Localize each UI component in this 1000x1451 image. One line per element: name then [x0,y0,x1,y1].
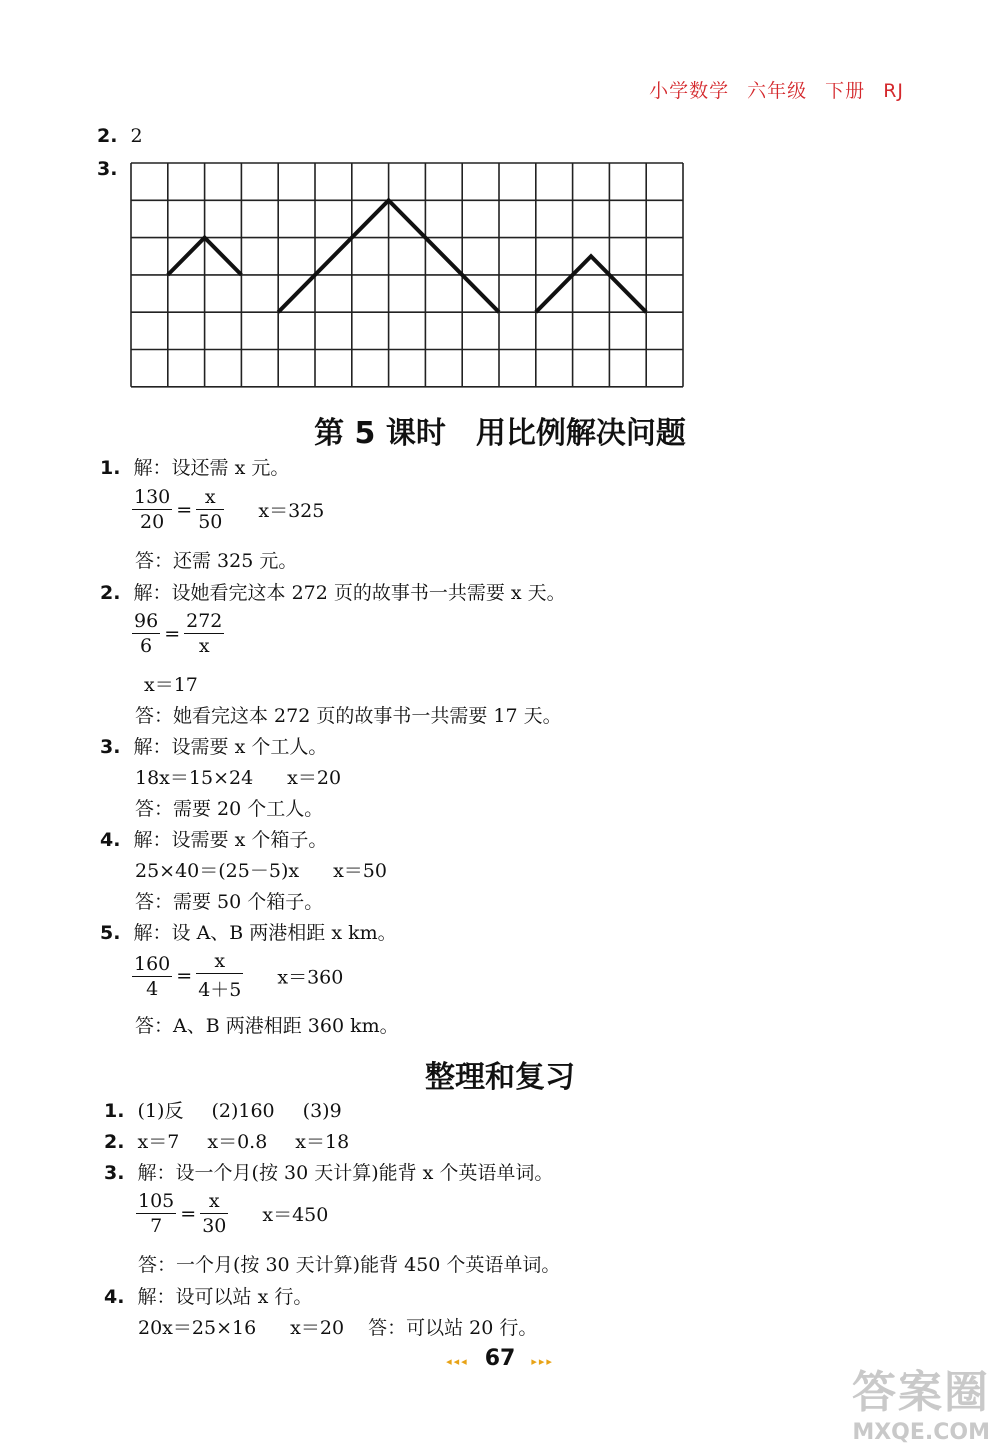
question-number: 3. [100,736,121,758]
s2-q3-setup [104,1158,553,1185]
watermark-logo: 答案圈 [852,1367,990,1418]
numerator: 272 [186,610,223,632]
s1-q2-answer: 答：她看完这本 272 页的故事书一共需要 17 天。 [135,705,562,727]
s1-q5-equation [132,950,343,1002]
watermark-url: MXQE.COM [852,1420,990,1445]
solution-text: x＝450 [262,1204,329,1226]
s2-q3-answer: 答：一个月(按 30 天计算)能背 450 个英语单词。 [138,1254,561,1276]
numerator: x [196,486,224,510]
s1-q4-answer: 答：需要 50 个箱子。 [135,891,324,913]
question-number: 3. [104,1162,125,1184]
equals-sign: = [164,622,181,645]
question-number: 2. [97,125,118,147]
s2-q1 [104,1096,342,1123]
answer-part-3: (3)9 [302,1100,342,1122]
question-number: 4. [100,829,121,851]
denominator: 6 [140,635,153,657]
triangle-3 [536,256,646,312]
s1-q3-answer: 答：需要 20 个工人。 [135,798,324,820]
setup-text: 解：设需要 x 个箱子。 [133,829,328,851]
s1-q4-equation [135,856,387,883]
s1-q2-solution: x＝17 [144,674,198,696]
question-number: 2. [104,1131,125,1153]
equals-sign: = [176,498,193,521]
equation-text: 20x＝25×16 [138,1317,257,1339]
page-header [631,76,904,103]
answer-part-1: x＝7 [137,1131,180,1153]
denominator: 4 [146,977,159,1000]
section-title-part-a: 第 5 课时 [314,416,446,451]
grid-figure [130,162,686,388]
question-number: 3. [97,158,118,180]
setup-text: 解：设可以站 x 行。 [137,1286,313,1308]
solution-text: x＝325 [258,500,325,522]
header-edition: RJ [883,80,904,102]
question-number: 1. [100,457,121,479]
fraction [132,486,172,533]
numerator: 130 [134,486,171,508]
question-number: 1. [104,1100,125,1122]
s1-q3-equation [135,763,341,790]
solution-text: x＝20 [287,767,342,789]
top-q2 [97,125,143,147]
setup-text: 解：设需要 x 个工人。 [133,736,328,758]
s2-q2 [104,1127,349,1154]
s2-q4-equation [138,1313,537,1340]
header-grade: 六年级 [747,80,808,102]
answer-part-2: (2)160 [211,1100,275,1122]
answer-part-1: (1)反 [137,1100,184,1122]
s1-q1-answer: 答：还需 325 元。 [135,550,298,572]
answer-part-3: x＝18 [295,1131,350,1153]
setup-text: 解：设还需 x 元。 [133,457,290,479]
denominator: x [198,635,210,657]
s1-q3-setup [100,732,327,759]
s1-q1-equation [132,486,324,533]
numerator: x [196,950,243,974]
equals-sign: = [176,965,193,987]
prev-arrows-icon: ◂◂◂ [446,1355,469,1368]
header-volume: 下册 [825,80,866,102]
equation-text: 18x＝15×24 [135,767,254,789]
s2-q4-setup [104,1282,312,1309]
s1-q5-answer: 答：A、B 两港相距 360 km。 [135,1015,399,1037]
equals-sign: = [180,1202,197,1225]
numerator: x [200,1190,228,1214]
s1-q5-setup [100,918,397,945]
solution-text: x＝360 [277,966,344,989]
denominator: 30 [202,1215,227,1237]
question-number: 2. [100,582,121,604]
setup-text: 解：设 A、B 两港相距 x km。 [133,922,397,944]
s1-q2-equation [132,610,224,657]
denominator: 50 [198,511,223,533]
section-title-lesson5 [0,408,1000,452]
numerator: 96 [134,610,159,632]
s1-q4-setup [100,825,327,852]
section-title-part-b: 用比例解决问题 [475,416,686,451]
fraction [184,610,224,657]
answer-text: 2 [130,125,143,147]
header-subject: 小学数学 [649,80,730,102]
s2-q3-equation [136,1190,328,1237]
equation-text: 25×40＝(25－5)x [135,860,300,882]
top-q3 [97,158,117,180]
fraction [132,610,160,657]
s1-q2-setup [100,578,566,605]
page-footer [0,1346,1000,1371]
fraction [200,1190,228,1237]
numerator: 105 [138,1190,175,1212]
answer-part-2: x＝0.8 [207,1131,268,1153]
s1-q1-setup [100,453,289,480]
solution-text: x＝50 [333,860,387,882]
answer-text: 答：可以站 20 行。 [368,1317,538,1339]
numerator: 160 [134,952,171,975]
fraction [136,1190,176,1237]
setup-text: 解：设她看完这本 272 页的故事书一共需要 x 天。 [133,582,566,604]
section-title-review: 整理和复习 [425,1060,575,1095]
page-number: 67 [484,1346,516,1371]
fraction [132,953,172,1000]
denominator: 4＋5 [198,979,242,1001]
question-number: 5. [100,922,121,944]
fraction [196,486,224,533]
denominator: 7 [150,1215,163,1237]
solution-text: x＝20 [290,1317,345,1339]
setup-text: 解：设一个月(按 30 天计算)能背 x 个英语单词。 [137,1162,554,1184]
question-number: 4. [104,1286,125,1308]
denominator: 20 [140,511,165,533]
next-arrows-icon: ▸▸▸ [531,1355,554,1368]
fraction [196,950,243,1002]
watermark [852,1356,990,1445]
